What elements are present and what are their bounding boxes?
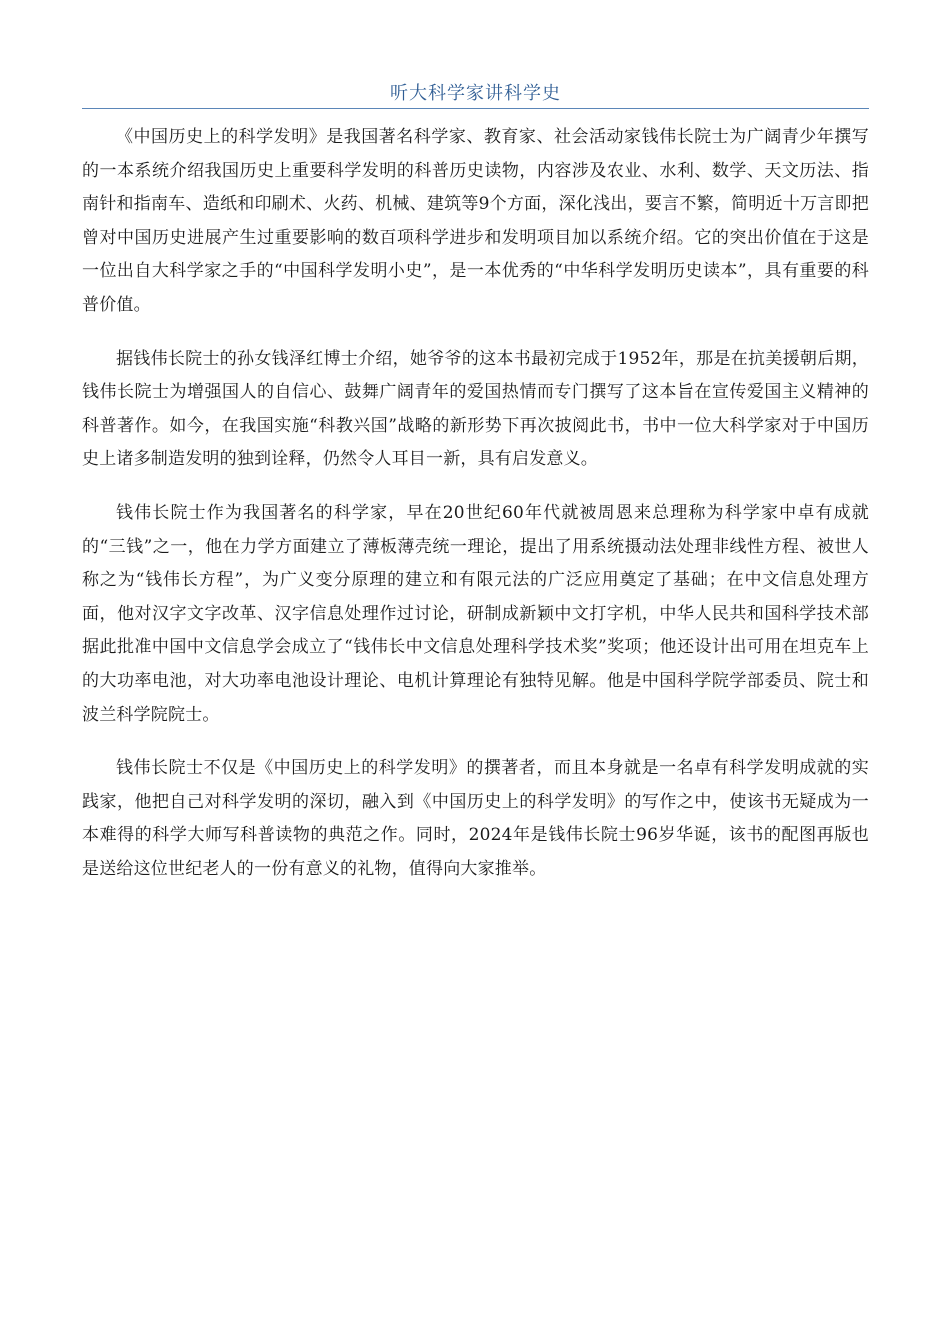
document-body [82, 121, 869, 886]
paragraph-conclusion: 钱伟长院士不仅是《中国历史上的科学发明》的撰著者，而且本身就是一名卓有科学发明成就的实践家，他把自己对科学发明的深切，融入到《中国历史上的科学发明》的写作之中，使该书无疑成为一本难得的科学大师写科普读物的典范之作。同时，2024年是钱伟长院士96岁华诞，该书的配图再版也是送给这位世纪老人的一份有意义的礼物，值得向大家推举。 [82, 758, 869, 879]
page-header [82, 80, 869, 109]
document-page [82, 0, 869, 906]
paragraph-achievements: 钱伟长院士作为我国著名的科学家，早在20世纪60年代就被周恩来总理称为科学家中卓有成就的“三钱”之一，他在力学方面建立了薄板薄壳统一理论，提出了用系统摄动法处理非线性方程、被世人称之为“钱伟长方程”，为广义变分原理的建立和有限元法的广泛应用奠定了基础；在中文信息处理方面，他对汉字文字改革、汉字信息处理作过讨论，研制成新颖中文打字机，中华人民共和国科学技术部据此批准中国中文信息学会成立了“钱伟长中文信息处理科学技术奖”奖项；他还设计出可用在坦克车上的大功率电池，对大功率电池设计理论、电机计算理论有独特见解。他是中国科学院学部委员、院士和波兰科学院院士。 [82, 502, 869, 725]
paragraph-background: 据钱伟长院士的孙女钱泽红博士介绍，她爷爷的这本书最初完成于1952年，那是在抗美援朝后期，钱伟长院士为增强国人的自信心、鼓舞广阔青年的爱国热情而专门撰写了这本旨在宣传爱国主义精神的科普著作。如今，在我国实施“科教兴国”战略的新形势下再次披阅此书，书中一位大科学家对于中国历史上诸多制造发明的独到诠释，仍然令人耳目一新，具有启发意义。 [82, 348, 869, 470]
header-title: 听大科学家讲科学史 [390, 83, 561, 104]
paragraph-intro: 《中国历史上的科学发明》是我国著名科学家、教育家、社会活动家钱伟长院士为广阔青少年撰写的一本系统介绍我国历史上重要科学发明的科普历史读物，内容涉及农业、水利、数学、天文历法、指南针和指南车、造纸和印刷术、火药、机械、建筑等9个方面，深化浅出，要言不繁，简明近十万言即把曾对中国历史进展产生过重要影响的数百项科学进步和发明项目加以系统介绍。它的突出价值在于这是一位出自大科学家之手的“中国科学发明小史”，是一本优秀的“中华科学发明历史读本”，具有重要的科普价值。 [82, 127, 869, 315]
